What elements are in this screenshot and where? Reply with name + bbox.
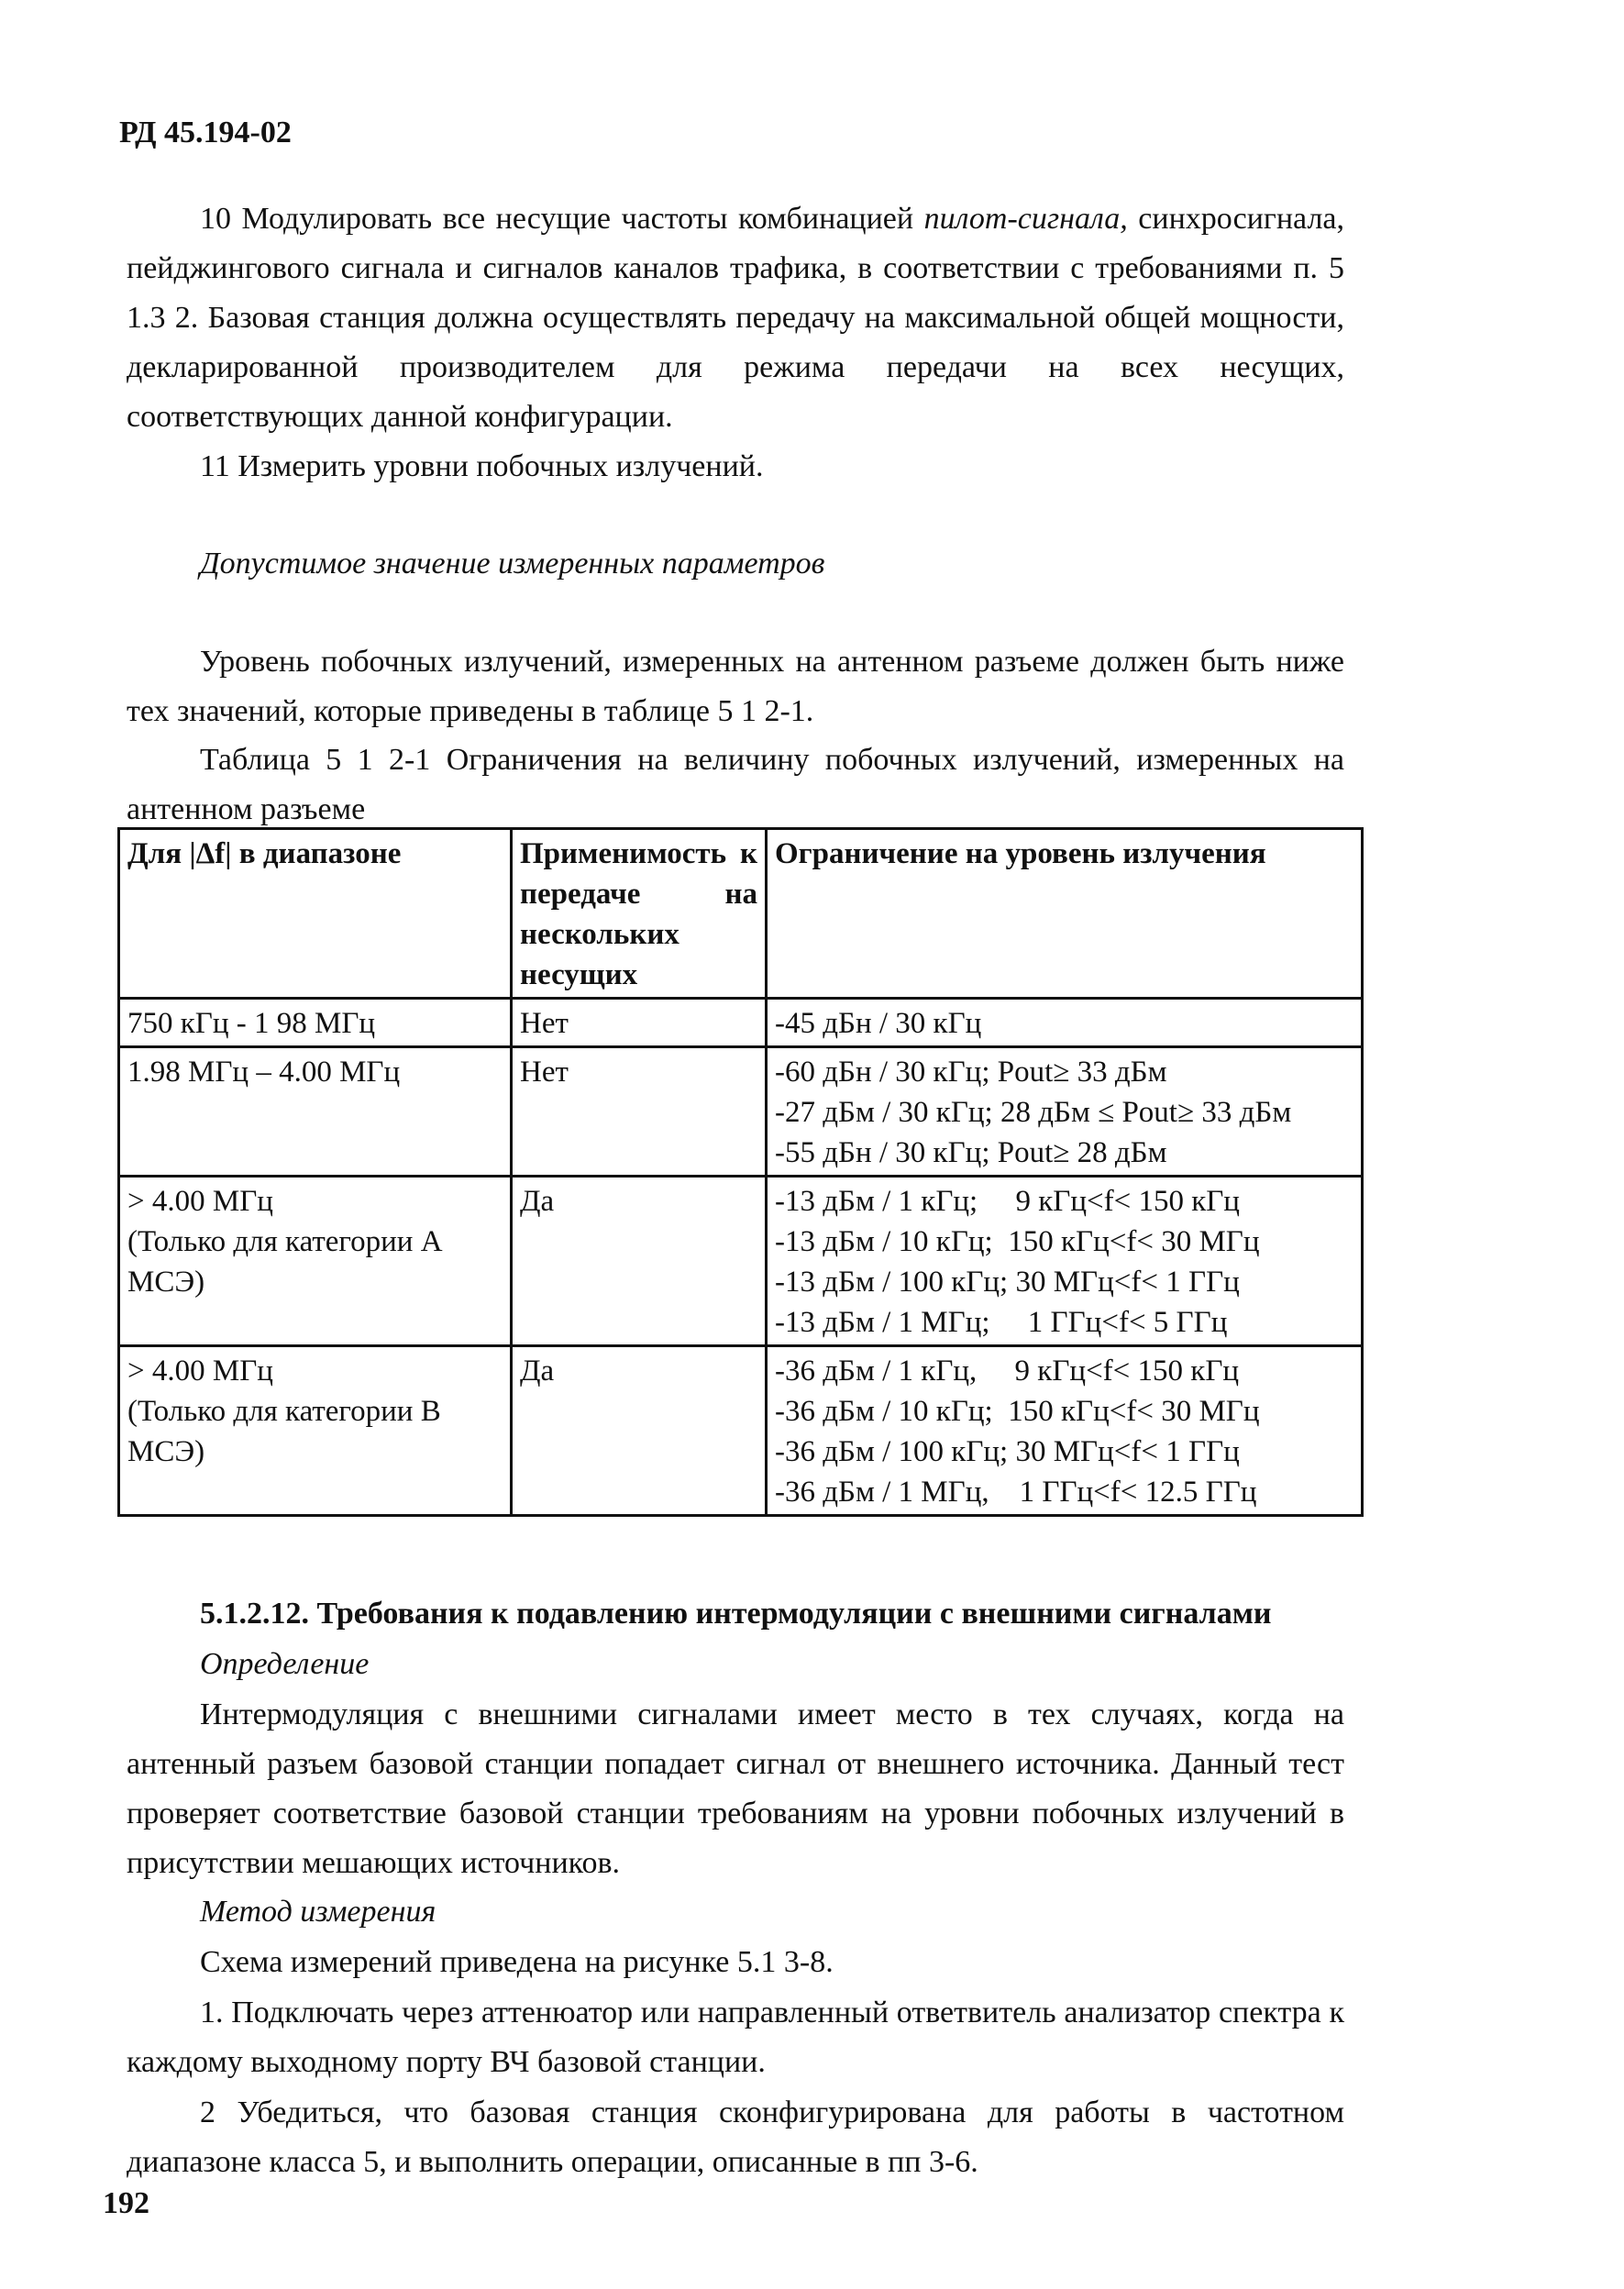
applicability-cell: Нет (512, 1047, 767, 1177)
p10-italic: пилот-сигнала, (923, 202, 1128, 236)
limit-line: -45 дБн / 30 кГц (775, 1007, 982, 1040)
method-heading: Метод измерения (200, 1895, 436, 1929)
applicability-cell: Да (512, 1177, 767, 1346)
limit-line: -36 дБм / 1 МГц, 1 ГГц<f< 12.5 ГГц (775, 1476, 1257, 1509)
p10-rest: синхросигнала, пейджингового сигнала и сигналов каналов трафика, в соответствии с требованиями п. 5 1.3 2. Базовая станция должна осуществлять передачу на максимальной общей мощности, декларированной производителем для режима передачи на всех несущих, соответствующих данной конфигурации. (127, 202, 1345, 434)
range-cell (119, 1346, 512, 1516)
spurious-emission-table (117, 827, 1364, 1517)
intermod-paragraph: Интермодуляция с внешними сигналами имеет место в тех случаях, когда на антенный разъем базовой станции попадает сигнал от внешнего источника. Данный тест проверяет соответствие базовой станции требованиям на уровни побочных излучений в присутствии мешающих источников. (127, 1697, 1344, 1880)
range-line: МСЭ) (127, 1435, 205, 1468)
header-applicability: Применимость к передаче на нескольких несущих (512, 829, 767, 999)
range-cell (119, 1177, 512, 1346)
scheme-paragraph: Схема измерений приведена на рисунке 5.1 3-8. (200, 1945, 834, 1979)
limit-line: -36 дБм / 100 кГц; 30 МГц<f< 1 ГГц (775, 1435, 1240, 1468)
section-heading: 5.1.2.12. Требования к подавлению интермодуляции с внешними сигналами (200, 1597, 1272, 1631)
range-line: 750 кГц - 1 98 МГц (127, 1007, 376, 1040)
page-number: 192 (103, 2186, 149, 2220)
limit-line: -13 дБм / 10 кГц; 150 кГц<f< 30 МГц (775, 1225, 1260, 1258)
limit-cell (767, 1047, 1363, 1177)
limit-line: -36 дБм / 10 кГц; 150 кГц<f< 30 МГц (775, 1395, 1260, 1428)
p10-start: 10 Модулировать все несущие частоты комбинацией (200, 202, 924, 236)
limit-line: -36 дБм / 1 кГц, 9 кГц<f< 150 кГц (775, 1355, 1240, 1388)
range-line: (Только для категории В (127, 1395, 441, 1428)
step-1-paragraph: 1. Подключать через аттенюатор или направленный ответвитель анализатор спектра к каждому выходному порту ВЧ базовой станции. (127, 1996, 1344, 2079)
limit-line: -13 дБм / 1 кГц; 9 кГц<f< 150 кГц (775, 1185, 1240, 1218)
limit-line: -13 дБм / 100 кГц; 30 МГц<f< 1 ГГц (775, 1266, 1240, 1299)
table-caption: Таблица 5 1 2-1 Ограничения на величину побочных излучений, измеренных на антенном разъеме (127, 743, 1344, 826)
range-line: МСЭ) (127, 1266, 205, 1299)
limit-line: -13 дБм / 1 МГц; 1 ГГц<f< 5 ГГц (775, 1306, 1228, 1339)
table-row (119, 1346, 1363, 1516)
range-cell (119, 1047, 512, 1177)
applicability-cell: Нет (512, 999, 767, 1047)
range-line: > 4.00 МГц (127, 1185, 273, 1218)
limit-line: -60 дБн / 30 кГц; Pout≥ 33 дБм (775, 1056, 1167, 1089)
limit-cell (767, 1346, 1363, 1516)
table-row (119, 1047, 1363, 1177)
limit-cell (767, 1177, 1363, 1346)
table-row (119, 1177, 1363, 1346)
range-line: (Только для категории А (127, 1225, 443, 1258)
document-code: РД 45.194-02 (119, 116, 292, 149)
header-limit: Ограничение на уровень излучения (767, 829, 1363, 999)
limit-line: -55 дБн / 30 кГц; Pout≥ 28 дБм (775, 1136, 1167, 1169)
range-line: 1.98 МГц – 4.00 МГц (127, 1056, 401, 1089)
table-header-row (119, 829, 1363, 999)
limit-cell (767, 999, 1363, 1047)
header-range: Для |Δf| в диапазоне (119, 829, 512, 999)
table-row (119, 999, 1363, 1047)
step-2-paragraph: 2 Убедиться, что базовая станция сконфигурирована для работы в частотном диапазоне класса 5, и выполнить операции, описанные в пп 3-6. (127, 2095, 1344, 2179)
range-cell (119, 999, 512, 1047)
paragraph-step-10 (127, 194, 1344, 442)
range-line: > 4.00 МГц (127, 1355, 273, 1388)
level-paragraph: Уровень побочных излучений, измеренных на антенном разъеме должен быть ниже тех значений, которые приведены в таблице 5 1 2-1. (127, 645, 1344, 728)
paragraph-step-11: 11 Измерить уровни побочных излучений. (200, 449, 764, 483)
allowed-values-heading: Допустимое значение измеренных параметров (200, 547, 825, 581)
applicability-cell: Да (512, 1346, 767, 1516)
limit-line: -27 дБм / 30 кГц; 28 дБм ≤ Pout≥ 33 дБм (775, 1096, 1292, 1129)
definition-heading: Определение (200, 1647, 370, 1681)
